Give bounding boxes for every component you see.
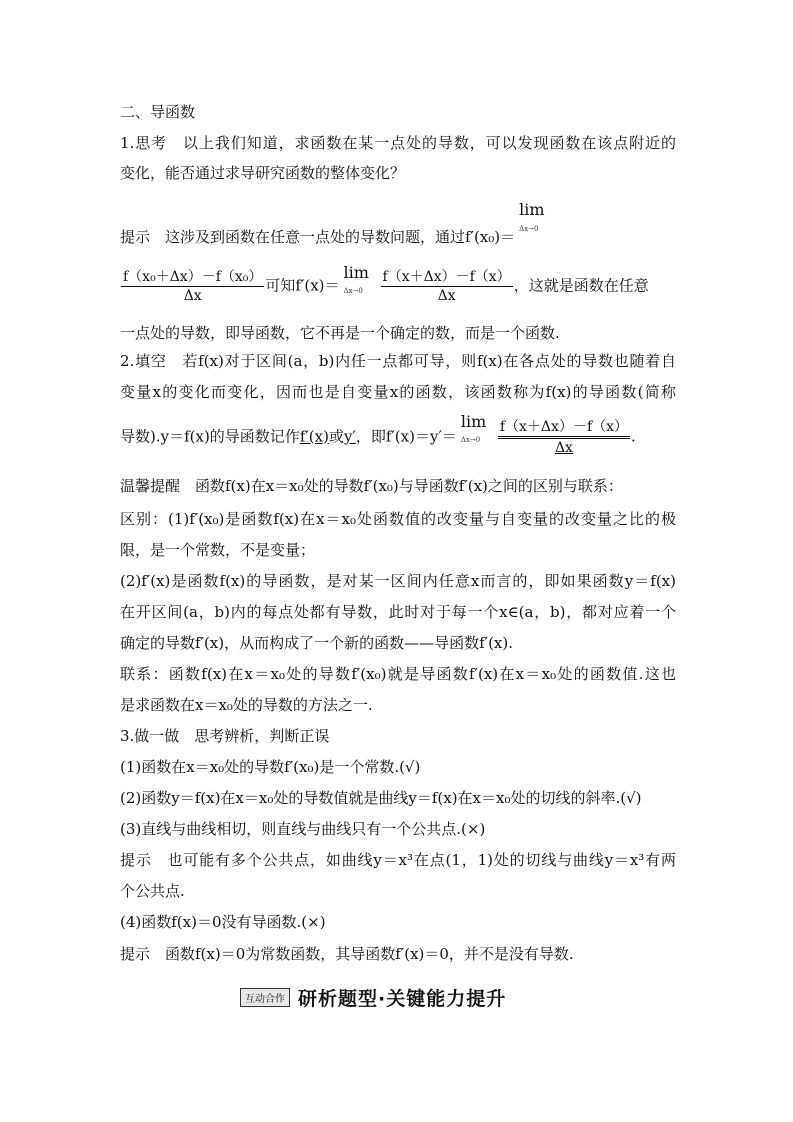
paragraph-line: 变量x的变化而变化，因而也是自变量x的函数，该函数称为f(x)的导函数(简称	[120, 383, 676, 401]
paragraph-line: 1.思考 以上我们知道，求函数在某一点处的导数，可以发现函数在该点附近的	[120, 134, 676, 152]
lim-subscript: Δx→0	[343, 286, 363, 295]
lim-word: lim	[343, 262, 369, 282]
notation-mid: ，即f′(x)＝y′＝	[355, 427, 457, 446]
notation-line	[120, 411, 676, 466]
paragraph-line: 限，是一个常数，不是变量；	[120, 541, 316, 559]
banner-tag: 互动合作	[240, 988, 290, 1007]
paragraph-line: (2)函数y＝f(x)在x＝x₀处的导数值就是曲线y＝f(x)在x＝x₀处的切线的斜率.(√)	[120, 789, 642, 807]
limit-symbol	[515, 200, 555, 242]
fraction-3	[498, 418, 630, 457]
notation-fprime: f′(x)	[299, 427, 329, 446]
fraction-denominator: Δx	[554, 440, 573, 456]
notation-pre: 导数).y＝f(x)的导函数记作	[120, 427, 300, 446]
lim-subscript: Δx→0	[460, 435, 481, 444]
lim-subscript: Δx→0	[519, 225, 539, 233]
paragraph-line: 3.做一做 思考辨析，判断正误	[120, 727, 330, 745]
paragraph-line: 温馨提醒 函数f(x)在x＝x₀处的导数f′(x₀)与导函数f′(x)之间的区别与联系：	[120, 477, 623, 495]
fraction-2	[381, 268, 513, 305]
paragraph-line: 联系：函数f(x)在x＝x₀处的导数f′(x₀)就是导函数f′(x)在x＝x₀处的函数值.这也	[120, 665, 676, 683]
fraction-denominator: Δx	[183, 288, 202, 304]
paragraph-line: 个公共点.	[120, 882, 185, 900]
paragraph-line: 变化，能否通过求导研究函数的整体变化？	[120, 164, 406, 182]
paragraph-line: (4)函数f(x)＝0没有导函数.(×)	[120, 913, 326, 931]
hint-tail: ，这就是函数在任意	[513, 276, 649, 295]
paragraph-line: 2.填空 若f(x)对于区间(a，b)内任一点都可导，则f(x)在各点处的导数也随着自	[120, 352, 676, 370]
notation-or: 或	[328, 427, 344, 446]
fraction-1	[121, 268, 264, 305]
lim-word: lim	[519, 200, 545, 219]
hint-middle: 可知f′(x)＝	[265, 276, 340, 295]
notation-yprime: y′	[343, 427, 356, 446]
fraction-numerator: f（x＋Δx）－f（x）	[498, 418, 630, 439]
section-heading: 二、导函数	[120, 103, 196, 121]
paragraph-line: (2)f′(x)是函数f(x)的导函数，是对某一区间内任意x而言的，即如果函数y＝f(x)	[120, 572, 676, 590]
paragraph-line: 提示 也可能有多个公共点，如曲线y＝x³在点(1，1)处的切线与曲线y＝x³有两	[120, 851, 676, 869]
fraction-numerator: f（x＋Δx）－f（x）	[382, 269, 511, 285]
fraction-denominator: Δx	[437, 288, 456, 304]
paragraph-line: 提示 函数f(x)＝0为常数函数，其导函数f′(x)＝0，并不是没有导数.	[120, 945, 574, 963]
lim-word: lim	[460, 411, 487, 431]
section-banner	[240, 984, 506, 1010]
paragraph-line: 在开区间(a，b)内的每点处都有导数，此时对于每一个x∈(a，b)，都对应着一个	[120, 603, 676, 621]
paragraph-line: (1)函数在x＝x₀处的导数f′(x₀)是一个常数.(√)	[120, 758, 421, 776]
limit-symbol	[457, 411, 497, 448]
paragraph-line: 是求函数在x＝x₀处的导数的方法之一.	[120, 696, 373, 714]
hint-line-2	[120, 262, 676, 312]
banner-title: 研析题型·关键能力提升	[298, 987, 507, 1010]
hint-text: 提示 这涉及到函数在任意一点处的导数问题，通过f′(x₀)＝	[120, 228, 516, 246]
notation-tail: .	[631, 427, 636, 446]
fraction-numerator: f（x₀＋Δx）－f（x₀）	[123, 269, 263, 285]
paragraph-line: 区别：(1)f′(x₀)是函数f(x)在x＝x₀处函数值的改变量与自变量的改变量之比的极	[120, 510, 676, 528]
hint-line-1	[120, 200, 676, 247]
paragraph-line: 一点处的导数，即导函数，它不再是一个确定的数，而是一个函数.	[120, 324, 560, 342]
paragraph-line: 确定的导数f′(x)，从而构成了一个新的函数——导函数f′(x).	[120, 634, 514, 652]
paragraph-line: (3)直线与曲线相切，则直线与曲线只有一个公共点.(×)	[120, 820, 486, 838]
limit-symbol	[340, 262, 380, 297]
